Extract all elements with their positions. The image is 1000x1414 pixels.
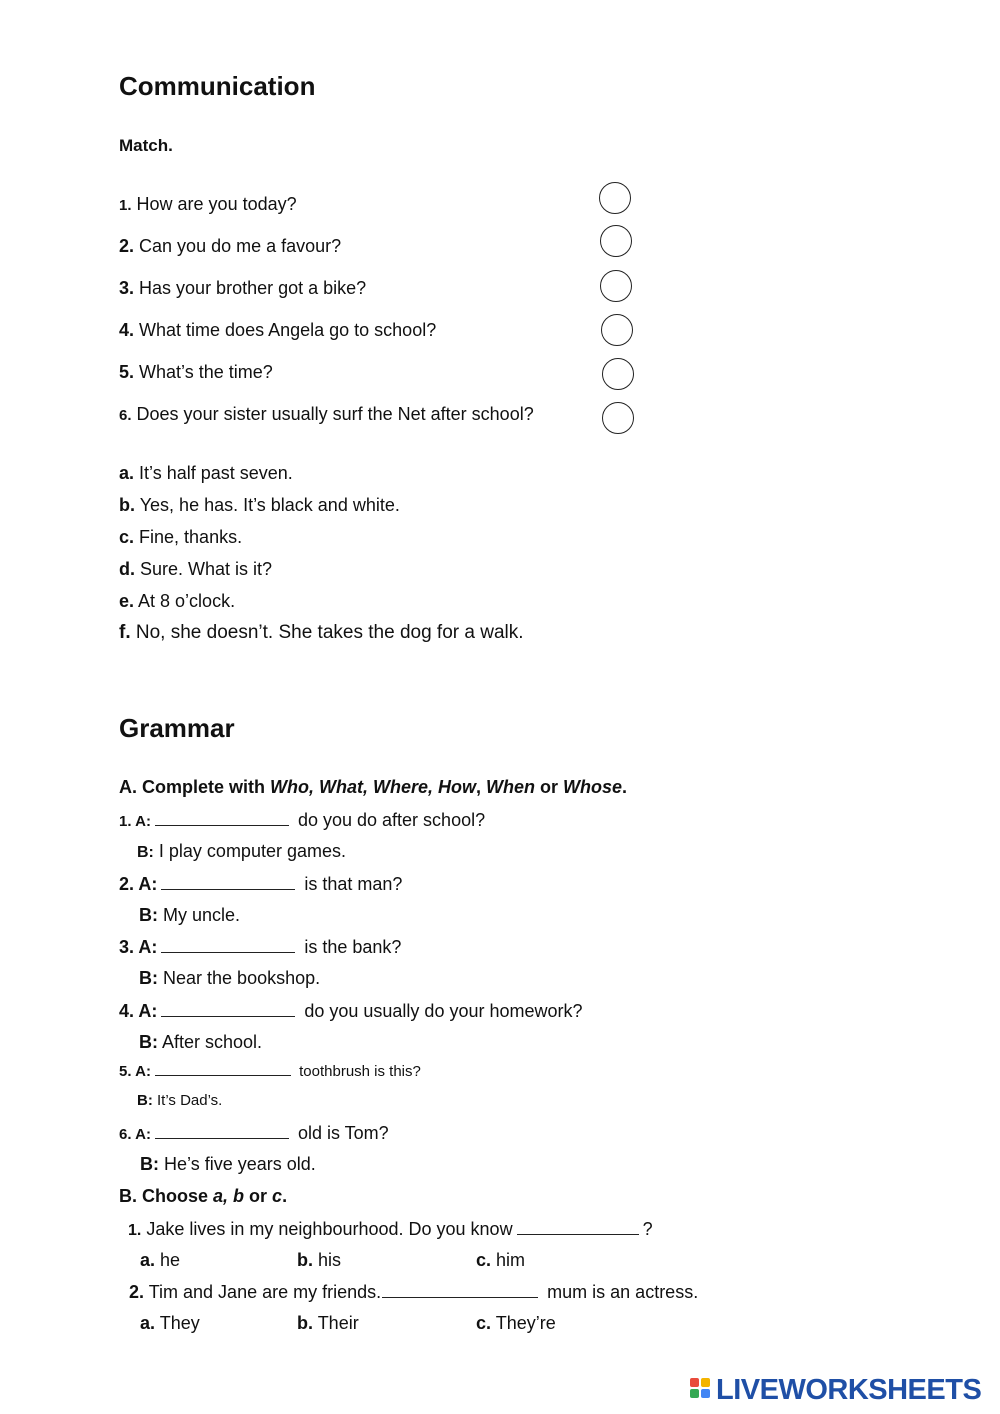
question-item [119, 404, 534, 425]
dialogue-line-a [119, 809, 485, 831]
answer-blank[interactable] [161, 873, 295, 890]
question-number: 4. [119, 320, 135, 340]
answer-text: He’s five years old. [164, 1154, 316, 1174]
instruction-words: When [486, 777, 536, 797]
option-letter: c. [476, 1250, 492, 1270]
dialogue-line-a [119, 1000, 583, 1022]
section-title-communication: Communication [119, 71, 316, 101]
question-text: is that man? [304, 874, 403, 894]
item-number: 2. [129, 1282, 145, 1302]
instruction-text: A. Complete with [119, 777, 271, 797]
question-text: ? [642, 1219, 653, 1239]
question-text: What’s the time? [139, 362, 273, 382]
question-text: Does your sister usually surf the Net after school? [136, 404, 534, 424]
item-number: 3. A: [119, 937, 158, 957]
answer-text: No, she doesn’t. She takes the dog for a walk. [135, 622, 524, 643]
section-title-grammar: Grammar [119, 713, 235, 743]
answer-letter: d. [119, 559, 135, 579]
match-instruction: Match. [119, 136, 173, 155]
logo-text: LIVEWORKSHEETS [716, 1373, 982, 1406]
option-text: him [496, 1250, 526, 1270]
question-text: Has your brother got a bike? [139, 278, 367, 298]
choice-option[interactable] [476, 1313, 556, 1334]
option-text: his [318, 1250, 342, 1270]
option-letter: a. [140, 1313, 156, 1333]
question-number: 5. [119, 362, 135, 382]
option-text: They [159, 1313, 200, 1333]
answer-blank[interactable] [155, 809, 289, 826]
instruction-text: , [476, 777, 487, 797]
dialogue-line-b [140, 1154, 316, 1175]
answer-letter: f. [119, 622, 131, 643]
answer-item [119, 559, 272, 580]
answer-circle-5[interactable] [602, 358, 634, 390]
part-b-instruction [119, 1186, 287, 1207]
liveworksheets-logo [690, 1372, 981, 1408]
answer-text: It’s half past seven. [139, 463, 293, 483]
dialogue-line-b [139, 968, 320, 989]
item-number: 2. A: [119, 874, 158, 894]
answer-text: After school. [162, 1032, 263, 1052]
option-text: They’re [495, 1313, 556, 1333]
speaker-label: B: [139, 968, 158, 988]
speaker-label: B: [140, 1154, 159, 1174]
dialogue-line-b [137, 1092, 222, 1109]
instruction-words: a, b [213, 1186, 245, 1206]
choice-question [128, 1218, 653, 1240]
dialogue-line-a [119, 1122, 389, 1144]
instruction-words: Whose [563, 777, 623, 797]
item-number: 6. A: [119, 1126, 151, 1143]
answer-text: I play computer games. [158, 841, 346, 861]
answer-text: It’s Dad’s. [157, 1092, 223, 1109]
answer-blank[interactable] [155, 1063, 291, 1076]
speaker-label: B: [139, 905, 158, 925]
dialogue-line-a [119, 873, 402, 895]
part-a-instruction [119, 777, 627, 798]
question-text: mum is an actress. [547, 1282, 699, 1302]
speaker-label: B: [139, 1032, 158, 1052]
instruction-text: . [282, 1186, 288, 1206]
question-number: 3. [119, 278, 135, 298]
question-item [119, 278, 366, 299]
logo-icon [690, 1376, 712, 1404]
option-letter: b. [297, 1250, 313, 1270]
speaker-label: B: [137, 844, 154, 861]
question-item [119, 362, 273, 383]
question-item [119, 320, 436, 341]
answer-item [119, 495, 400, 516]
question-number: 2. [119, 236, 135, 256]
instruction-text: . [622, 777, 628, 797]
question-text: How are you today? [136, 194, 297, 214]
answer-letter: e. [119, 591, 135, 611]
answer-circle-6[interactable] [602, 402, 634, 434]
dialogue-line-b [139, 1032, 262, 1053]
answer-letter: c. [119, 527, 135, 547]
choice-option[interactable] [140, 1250, 180, 1271]
item-number: 4. A: [119, 1001, 158, 1021]
question-text: old is Tom? [297, 1123, 389, 1143]
answer-circle-4[interactable] [601, 314, 633, 346]
item-number: 1. A: [119, 813, 151, 830]
question-item [119, 194, 297, 215]
option-text: Their [317, 1313, 359, 1333]
answer-letter: b. [119, 495, 135, 515]
question-number: 6. [119, 407, 132, 424]
answer-blank[interactable] [161, 936, 295, 953]
question-text: is the bank? [304, 937, 402, 957]
speaker-label: B: [137, 1092, 153, 1109]
answer-text: Fine, thanks. [139, 527, 243, 547]
instruction-text: B. Choose [119, 1186, 214, 1206]
instruction-text: or [244, 1186, 273, 1206]
question-text: What time does Angela go to school? [139, 320, 437, 340]
instruction-text: or [535, 777, 564, 797]
choice-option[interactable] [297, 1250, 341, 1271]
question-text: Can you do me a favour? [139, 236, 342, 256]
option-letter: c. [476, 1313, 492, 1333]
answer-blank[interactable] [517, 1218, 639, 1235]
choice-option[interactable] [140, 1313, 200, 1334]
item-number: 1. [128, 1222, 142, 1239]
instruction-words: c [272, 1186, 283, 1206]
option-letter: a. [140, 1250, 156, 1270]
dialogue-line-b [137, 841, 346, 862]
answer-circle-2[interactable] [600, 225, 632, 257]
answer-item [119, 527, 242, 548]
answer-item [119, 622, 524, 644]
question-number: 1. [119, 197, 132, 214]
answer-circle-3[interactable] [600, 270, 632, 302]
answer-item [119, 591, 235, 612]
dialogue-line-b [139, 905, 240, 926]
answer-blank[interactable] [161, 1000, 295, 1017]
dialogue-line-a [119, 936, 401, 958]
option-letter: b. [297, 1313, 313, 1333]
question-text: do you do after school? [297, 810, 486, 830]
answer-text: Sure. What is it? [140, 559, 273, 579]
question-text: do you usually do your homework? [304, 1001, 583, 1021]
question-text: Tim and Jane are my friends. [148, 1282, 382, 1302]
answer-blank[interactable] [155, 1122, 289, 1139]
answer-item [119, 463, 293, 484]
dialogue-line-a [119, 1063, 421, 1080]
answer-letter: a. [119, 463, 135, 483]
question-text: toothbrush is this? [299, 1063, 421, 1080]
item-number: 5. A: [119, 1063, 151, 1080]
choice-question [129, 1281, 698, 1303]
instruction-words: Who, What, Where, How [270, 777, 476, 797]
answer-text: My uncle. [163, 905, 241, 925]
question-item [119, 236, 341, 257]
choice-option[interactable] [297, 1313, 359, 1334]
answer-blank[interactable] [382, 1281, 538, 1298]
answer-circle-1[interactable] [599, 182, 631, 214]
choice-option[interactable] [476, 1250, 525, 1271]
answer-text: Yes, he has. It’s black and white. [139, 495, 400, 515]
option-text: he [160, 1250, 181, 1270]
answer-text: At 8 o’clock. [138, 591, 236, 611]
question-text: Jake lives in my neighbourhood. Do you know [146, 1219, 513, 1239]
answer-text: Near the bookshop. [163, 968, 321, 988]
